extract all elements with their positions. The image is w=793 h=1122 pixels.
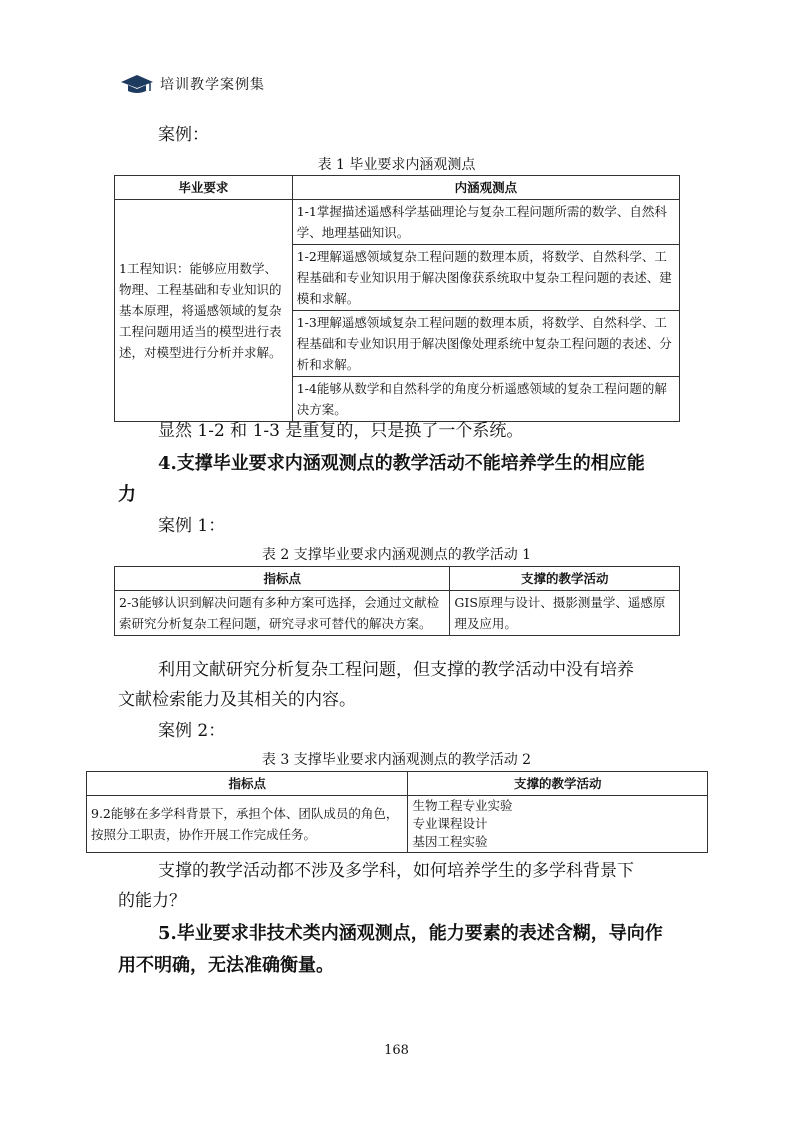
table-1-point-1: 1-1掌握描述遥感科学基础理论与复杂工程问题所需的数学、自然科学、地理基础知识。 bbox=[292, 200, 679, 245]
table-1-point-2: 1-2理解遥感领域复杂工程问题的数理本质，将数学、自然科学、工程基础和专业知识用于解决图像获系统取中复杂工程问题的表述、建模和求解。 bbox=[292, 245, 679, 311]
table-3-caption: 表 3 支撑毕业要求内涵观测点的教学活动 2 bbox=[261, 752, 532, 768]
table-1-requirement-cell: 1工程知识：能够应用数学、物理、工程基础和专业知识的基本原理，将遥感领域的复杂工程问题用适当的模型进行表述，对模型进行分析并求解。 bbox=[115, 200, 293, 422]
case-label-2: 案例 2： bbox=[158, 721, 226, 741]
paragraph-repeat-note: 显然 1-2 和 1-3 是重复的，只是换了一个系统。 bbox=[158, 421, 524, 441]
section-heading-5-cont: 用不明确，无法准确衡量。 bbox=[118, 955, 334, 976]
table-1 bbox=[114, 175, 680, 422]
table-2-header-indicator: 指标点 bbox=[115, 567, 450, 591]
table-3-activities bbox=[408, 796, 708, 853]
table-3-header-indicator: 指标点 bbox=[87, 772, 408, 796]
running-header bbox=[120, 73, 265, 95]
table-3-header-activity: 支撑的教学活动 bbox=[408, 772, 708, 796]
table-3-activity-3: 基因工程实验 bbox=[412, 834, 488, 849]
table-2-header-activity: 支撑的教学活动 bbox=[450, 567, 680, 591]
table-1-header-requirement: 毕业要求 bbox=[115, 176, 293, 200]
table-1-point-3: 1-3理解遥感领域复杂工程问题的数理本质，将数学、自然科学、工程基础和专业知识用于解决图像处理系统中复杂工程问题的表述、分析和求解。 bbox=[292, 311, 679, 377]
table-3-activity-1: 生物工程专业实验 bbox=[412, 798, 513, 813]
table-3-activity-2: 专业课程设计 bbox=[412, 816, 488, 831]
paragraph-literature: 利用文献研究分析复杂工程问题，但支撑的教学活动中没有培养 bbox=[158, 660, 634, 680]
table-3-indicator: 9.2能够在多学科背景下，承担个体、团队成员的角色，按照分工职责，协作开展工作完成任务。 bbox=[87, 796, 408, 853]
paragraph-multidiscipline: 支撑的教学活动都不涉及多学科，如何培养学生的多学科背景下 bbox=[158, 861, 634, 881]
table-2-activity: GIS原理与设计、摄影测量学、遥感原理及应用。 bbox=[450, 591, 680, 636]
table-1-point-4: 1-4能够从数学和自然科学的角度分析遥感领域的复杂工程问题的解决方案。 bbox=[292, 377, 679, 422]
table-2-indicator: 2-3能够认识到解决问题有多种方案可选择，会通过文献检索研究分析复杂工程问题，研究寻求可替代的解决方案。 bbox=[115, 591, 450, 636]
table-1-caption: 表 1 毕业要求内涵观测点 bbox=[317, 157, 476, 173]
paragraph-multidiscipline-cont: 的能力？ bbox=[118, 891, 186, 911]
table-1-header-points: 内涵观测点 bbox=[292, 176, 679, 200]
table-2-caption: 表 2 支撑毕业要求内涵观测点的教学活动 1 bbox=[261, 547, 532, 563]
section-heading-4-cont: 力 bbox=[118, 484, 136, 505]
paragraph-literature-cont: 文献检索能力及其相关的内容。 bbox=[118, 690, 356, 710]
section-heading-5: 5.毕业要求非技术类内涵观测点，能力要素的表述含糊，导向作 bbox=[158, 923, 663, 944]
case-label: 案例： bbox=[158, 125, 209, 145]
case-label-1: 案例 1： bbox=[158, 516, 226, 536]
graduation-cap-icon bbox=[120, 73, 154, 95]
table-2 bbox=[114, 566, 680, 636]
section-heading-4: 4.支撑毕业要求内涵观测点的教学活动不能培养学生的相应能 bbox=[158, 453, 645, 474]
table-3 bbox=[86, 771, 708, 853]
page-number: 168 bbox=[384, 1043, 409, 1058]
header-title: 培训教学案例集 bbox=[160, 77, 265, 93]
